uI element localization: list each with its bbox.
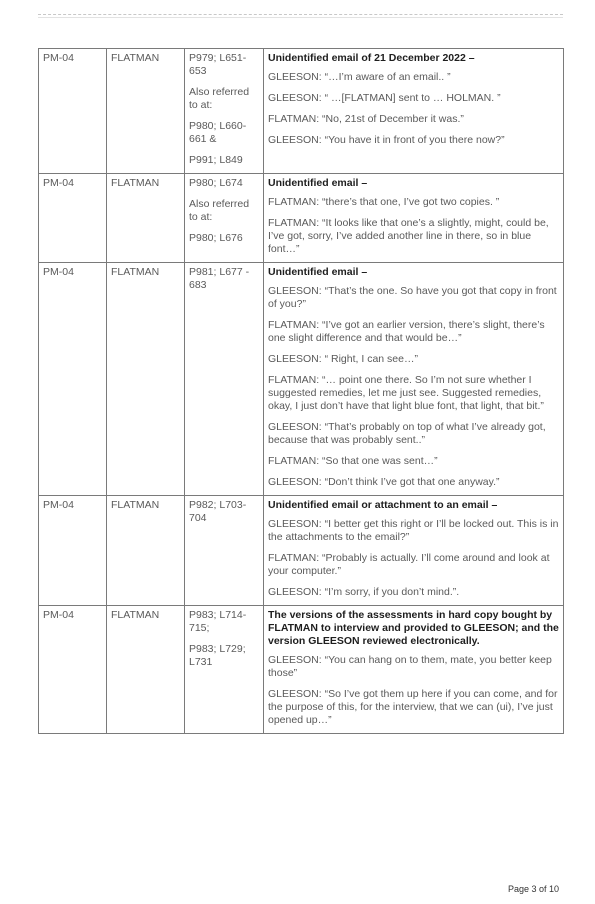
entry-heading: Unidentified email or attachment to an email –	[268, 499, 498, 511]
transcript-quote: GLEESON: “You have it in front of you there now?”	[268, 134, 505, 146]
transcript-quote: FLATMAN: “It looks like that one’s a slightly, might, could be, I’ve got, sorry, I’ve added another line in there, so in blue font…”	[268, 217, 549, 255]
document-id-cell: PM-04	[39, 606, 107, 734]
document-id-cell: PM-04	[39, 263, 107, 496]
transcript-quote: FLATMAN: “No, 21st of December it was.”	[268, 113, 464, 125]
transcript-quote: GLEESON: “I better get this right or I’ll be locked out. This is in the attachments to the email?”	[268, 518, 559, 543]
reference-line: P983; L729; L731	[189, 643, 246, 668]
transcript-quote: FLATMAN: “So that one was sent…”	[268, 455, 438, 467]
reference-line: P980; L676	[189, 232, 243, 244]
reference-cell	[185, 174, 264, 263]
transcript-quote: GLEESON: “ Right, I can see…”	[268, 353, 418, 365]
reference-line: P979; L651-653	[189, 52, 247, 77]
page-number: Page 3 of 10	[507, 884, 559, 894]
reference-line: Also referred to at:	[189, 198, 250, 223]
description-cell	[264, 606, 564, 734]
transcript-quote: GLEESON: “So I’ve got them up here if you can come, and for the purpose of this, for the interview, that we can (ui), I’ve just opened up…”	[268, 688, 558, 726]
description-cell	[264, 496, 564, 606]
table-row	[39, 496, 564, 606]
person-name-cell: FLATMAN	[107, 606, 185, 734]
header-rule	[38, 14, 563, 15]
table-row	[39, 174, 564, 263]
description-cell	[264, 174, 564, 263]
entry-heading: The versions of the assessments in hard copy bought by FLATMAN to interview and provided to GLEESON; and the version GLEESON reviewed electronically.	[268, 609, 559, 647]
transcript-quote: GLEESON: “That’s probably on top of what I’ve already got, because that was probably sent..”	[268, 421, 546, 446]
evidence-table	[38, 48, 564, 734]
person-name-cell: FLATMAN	[107, 49, 185, 174]
transcript-quote: GLEESON: “That’s the one. So have you got that copy in front of you?”	[268, 285, 557, 310]
transcript-quote: FLATMAN: “… point one there. So I’m not sure whether I suggested remedies, let me just see. Suggested remedies, okay, I just don’t have that light blue font, that light, that bit.”	[268, 374, 544, 412]
reference-cell	[185, 263, 264, 496]
table-row	[39, 263, 564, 496]
transcript-quote: GLEESON: “You can hang on to them, mate, you better keep those”	[268, 654, 552, 679]
table-row	[39, 606, 564, 734]
reference-line: P982; L703-704	[189, 499, 247, 524]
entry-heading: Unidentified email –	[268, 266, 368, 278]
header-rule-secondary	[38, 17, 563, 18]
person-name-cell: FLATMAN	[107, 496, 185, 606]
description-cell	[264, 49, 564, 174]
person-name-cell: FLATMAN	[107, 174, 185, 263]
document-id-cell: PM-04	[39, 49, 107, 174]
reference-line: P983; L714-715;	[189, 609, 247, 634]
transcript-quote: GLEESON: “I’m sorry, if you don’t mind.”.	[268, 586, 460, 598]
table-row	[39, 49, 564, 174]
transcript-quote: GLEESON: “…I’m aware of an email.. ”	[268, 71, 451, 83]
transcript-quote: FLATMAN: “there’s that one, I’ve got two copies. ”	[268, 196, 500, 208]
reference-line: P991; L849	[189, 154, 243, 166]
document-id-cell: PM-04	[39, 174, 107, 263]
transcript-quote: FLATMAN: “I’ve got an earlier version, there’s slight, there’s one slight difference and that would be…”	[268, 319, 545, 344]
transcript-quote: GLEESON: “ …[FLATMAN] sent to … HOLMAN. ”	[268, 92, 501, 104]
transcript-quote: GLEESON: “Don’t think I’ve got that one anyway.”	[268, 476, 500, 488]
reference-line: P980; L674	[189, 177, 243, 189]
reference-cell	[185, 496, 264, 606]
person-name-cell: FLATMAN	[107, 263, 185, 496]
reference-line: P980; L660-661 &	[189, 120, 247, 145]
reference-cell	[185, 49, 264, 174]
reference-line: Also referred to at:	[189, 86, 250, 111]
entry-heading: Unidentified email of 21 December 2022 –	[268, 52, 475, 64]
evidence-table-body	[39, 49, 564, 734]
document-id-cell: PM-04	[39, 496, 107, 606]
entry-heading: Unidentified email –	[268, 177, 368, 189]
reference-cell	[185, 606, 264, 734]
reference-line: P981; L677 - 683	[189, 266, 250, 291]
transcript-quote: FLATMAN: “Probably is actually. I’ll come around and look at your computer.”	[268, 552, 550, 577]
description-cell	[264, 263, 564, 496]
